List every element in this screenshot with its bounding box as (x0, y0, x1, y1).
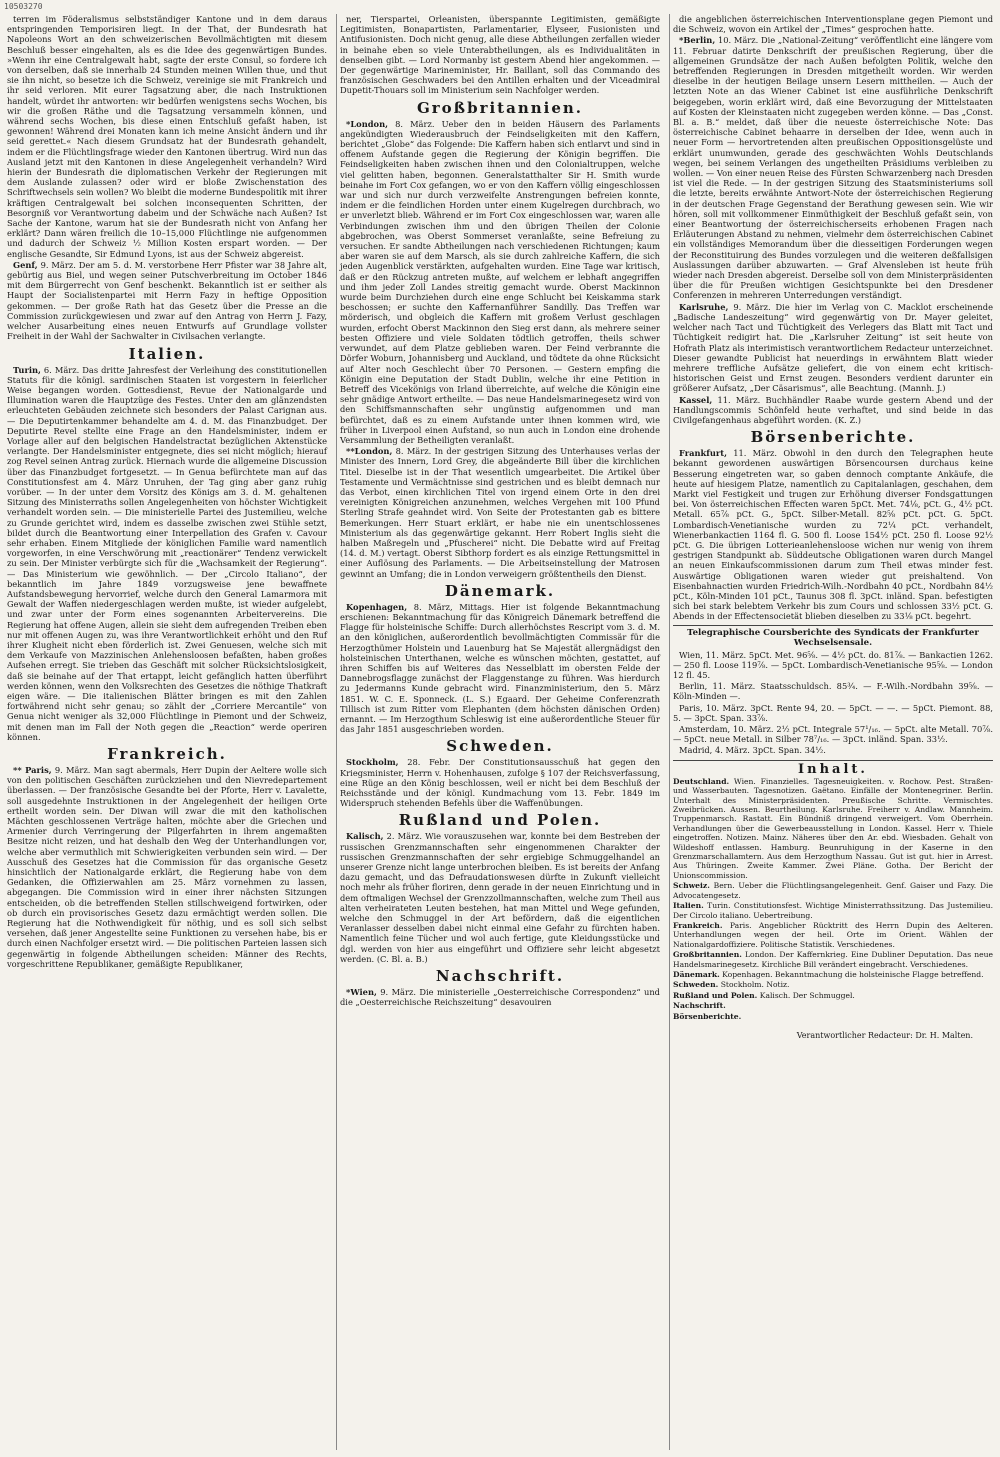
column-2 (336, 14, 663, 1450)
section-heading-frankreich: Frankreich. (107, 745, 227, 764)
dateline-kopenhagen: Kopenhagen, (346, 601, 408, 612)
dateline-berlin: *Berlin, (679, 35, 716, 46)
dateline-frankfurt: Frankfurt, (679, 448, 727, 459)
section-heading-grossbritannien: Großbritannien. (416, 98, 584, 117)
quote-paris: Paris, 10. März. 3pCt. Rente 94, 20. — 5pCt. — —. — 5pCt. Piemont. 88, 5. — 3pCt. Span. 33⅞. (673, 702, 993, 723)
section-heading-schweden: Schweden. (446, 737, 554, 756)
toc-heading: Inhalt. (798, 761, 868, 777)
text-wien: Die ministerielle „Oesterreichische Correspondenz“ und die „Oesterreichische Reichszeitung“ desavouiren (340, 987, 660, 1008)
date-kassel: 11. März. (717, 394, 761, 405)
toc-entry: Schweden. Stockholm. Notiz. (673, 980, 790, 990)
article-wien (340, 987, 660, 1007)
text-kassel: Buchhändler Raabe wurde gestern Abend und der Handlungscommis Schönfeld heute verhaftet, und sind beide in das Civilgefangenhaus abgeführt worden. (K. Z.) (673, 394, 993, 425)
column-1 (4, 14, 330, 1450)
toc-entry: Börsenberichte. (673, 1011, 742, 1021)
section-heading-boersenberichte: Börsenberichte. (750, 428, 916, 447)
date-frankfurt: 11. März. (733, 448, 778, 459)
date-wien: 9. März. (380, 987, 416, 998)
date-paris: 9. März. (54, 765, 91, 776)
text-berlin: Die „National-Zeitung“ veröffentlicht eine längere vom 11. Februar datirte Denkschrift der preußischen Regierung, über die allgemeinen Grundsätze der nach Außen befolgten Politik, welche den betreffenden Regierungen in Dresden mitgetheilt worden. Wir werden dieselbe in der heutigen Beilage unsern Lesern mittheilen. — Auch der letzten Note an das Wiener Cabinet ist eine ausführliche Denkschrift beigegeben, worin erklärt wird, daß eine Bevorzugung der Mittelstaaten auf Kosten der Kleinstaaten nicht zugegeben werden könne. — Das „Const. Bl. a. B.“ meldet, daß über die neueste österreichische Note: Das österreichische Cabinet behaarre in derselben der Idee, wenn auch in neuer Form — hervortretenden alten preußischen Oppositionsgelüste und erklärt unumwunden, gerade des geschwächten Wohls Deutschlands wegen, bei seinem Verlangen des ungetheilten Präsidiums verbleiben zu wollen. — Von einer neuen Reise des Fürsten Schwarzenberg nach Dresden ist viel die Rede. — In der gestrigen Sitzung des Staatsministeriums soll die letzte, bereits erwähnte Antwort-Note der österreichischen Regierung in der deutschen Frage Gegenstand der Berathung gewesen sein. Wie wir hören, soll mit vollkommener Einmüthigkeit der Beschluß gefaßt sein, von einer Beantwortung der österreichischerseits erhobenen Fragen nach Erläuterungen Abstand zu nehmen, vielmehr dem österreichischen Cabinet ein vollständiges Memorandum über die diesseitigen Forderungen wegen der Reconstituirung des Bundes vorzulegen und die weiteren deßfallsigen Auslassungen darüber abzuwarten. — Graf Alvensleben ist heute früh wieder nach Dresden abgereist. Derselbe soll von dem Ministerpräsidenten über die für Preußen wichtigen Gesichtspunkte bei den Dresdener Conferenzen in mehreren Unterredungen verständigt. (673, 35, 994, 301)
section-heading-italien: Italien. (128, 344, 206, 363)
toc-entry: Deutschland. Wien. Finanzielles. Tagesneuigkeiten. v. Rochow. Pest. Straßen- und Wasserbauten. Tagesnotizen. Gaëtano. Einfälle der Montenegriner. Berlin. Unterhalt des Ministerpräsidenten. Preußische Schritte. Vermischtes. Zweibrücken. Aussen. Beurtheilung. Karlsruhe. Freiherr v. Andlaw. Mannheim. Truppenmarsch. Rastatt. Ein Bündniß dringend verweigert. Vom Oberrhein. Verhandlungen über die Gewerbeausstellung in London. Kassel. Herr v. Thiele eingetroffen. Notizen. Mainz. Näheres über den Ar. ebd. Wiesbaden. Gehalt von Wildeshoff entlassen. Hamburg. Beunruhigung in der Kaserne in den Grenzmarschallamtern. Aus dem Herzogthum Nassau. Gut ist gut. hier in Arrest. Aus Thüringen. Zweite Kammer. Zwei Pläne. Gotha. Der Bericht der Unionscommission. (673, 776, 994, 880)
article-frankfurt (673, 448, 993, 621)
section-heading-daenemark: Dänemark. (444, 581, 556, 600)
article-kalisch (340, 831, 660, 964)
newspaper-page (4, 14, 996, 1450)
toc-entry: Italien. Turin. Constitutionsfest. Wichtige Ministerrathssitzung. Das Justemilieu. Der Circolo italiano. Uebertreibung. (673, 901, 993, 920)
text-kopenhagen: Hier ist folgende Bekanntmachung erschienen: Bekanntmachung für das Königreich Dänemark betreffend die Flagge für holsteinische Schiffe: Durch allerhöchstes Rescript vom 3. d. M. an den königlichen, außerordentlich bevollmächtigten Commissär für die Herzogthümer Holstein und Lauenburg hat Se Majestät allergnädigst den holsteinischen Unterthanen, welche es wünschen möchten, gestattet, auf ihren Schiffen bis auf Weiteres das Nesselblatt im obersten Felde der Dannebrogsflagge zunächst der Flaggenstange zu führen. Was hierdurch zu Jedermanns Kunde gebracht wird. Finanzministerium, den 5. März 1851. W. C. E. Sponneck. (L. S.) Egaard. Der Geheime Conferenzrath Tillisch ist zum Ritter vom Elephanten (dem höchsten dänischen Orden) ernannt. — Im Herzogthum Schleswig ist eine außerordentliche Steuer für das Jahr 1851 ausgeschrieben worden. (340, 601, 661, 735)
table-of-contents (673, 777, 993, 1021)
article-karlsruhe (673, 302, 993, 394)
quote-berlin: Berlin, 11. März. Staatsschuldsch. 85¾. — F.-Wilh.-Nordbahn 39⅝. — Köln-Minden —. (673, 681, 993, 702)
article-london-2 (340, 446, 660, 579)
date-london-2: 8. März. (395, 446, 432, 457)
text-turin: Das dritte Jahresfest der Verleihung des constitutionellen Statuts für die königl. sardinischen Staaten ist vorgestern in feierlicher Weise begangen worden. Gottesdienst, Revue der Nationalgarde und Illumination waren die Hauptzüge des Festes. Unter den am glänzendsten erleuchteten Gebäuden zeichnete sich besonders der Palast Carignan aus. — Die Deputirtenkammer behandelte am 4. d. M. das Finanzbudget. Der Deputirte Revel stellte eine Frage an den Handelsminister, indem er Vorlage aller auf den belgischen Handelstractat bezüglichen Aktenstücke verlangte. Der Handelsminister entgegnete, dies sei nicht möglich; hierauf zog Revel seinen Antrag zurück. Hiernach wurde die allgemeine Discussion über das Finanzbudget fortgesetzt. — In Genua befürchtete man auf das Constitutionsfest am 4. März Unruhen, der Tag ging aber ganz ruhig vorüber. — In der unter dem Vorsitz des Königs am 3. d. M. gehaltenen Sitzung des Ministerraths sollen Angelegenheiten von höchster Wichtigkeit verhandelt worden sein. — Die ministerielle Partei des Justemilieu, welche zu Grunde gerichtet wird, indem es dasselbe zwischen zwei Stühle setzt, bildet durch die Beantwortung einer Interpellation des Grafen v. Cavour sehr erhaben. Einem Mitgliede der königlichen Familie ward namentlich vorgeworfen, in eine Verschwörung mit „reactionärer“ Tendenz verwickelt zu sein. Der Minister verbürgte sich für die „Wachsamkeit der Regierung“. — Das Ministerium wie gewöhnlich. — Der „Circolo Italiano“, der bekanntlich im Jahre 1849 vorzugsweise jene bewaffnete Aufstandsbewegung hervorrief, welche durch den General Lamarmora mit Gewalt der Waffen niedergeschlagen werden mußte, ist wieder aufgelebt, und zwar unter der Form eines sogenannten Arbeitervereins. Die Regierung hat offene Augen, allein sie sieht dem aufregenden Treiben eben nur mit offenen Augen zu, was ihre Verantwortlichkeit erhöht und den Ruf ihrer Klugheit nicht eben förderlich ist. Zwei Genuesen, welche sich mit dem Verkaufe von Mazzinischen Anlehensloosen befaßten, haben großes Aufsehen erregt. Sie trieben das Geschäft mit solcher Rücksichtslosigkeit, daß sie beinahe auf der That ertappt, leicht gefänglich hatten überführt werden können, wenn den Volksrechten des Gesetzes die nöthige Thatkraft eigen wäre. — Die italienischen Blätter bringen es mit den Zahlen fortwährend nicht sehr genau; so zählt der „Corriere Mercantile“ von Genua nicht weniger als 32,000 Flüchtlinge in Piemont und der Schweiz, mit denen man im Fall der Noth gegen die „Reaction“ werde operiren können. (7, 364, 328, 742)
date-stockholm: 28. Febr. (407, 757, 451, 768)
section-heading-nachschrift: Nachschrift. (435, 967, 565, 986)
quote-amsterdam: Amsterdam, 10. März. 2½ pCt. Integrale 57¹/₁₆. — 5pCt. alte Metall. 70⅞. — 5pCt. neue Metall. in Silber 78⁷/₁₆. — 3pCt. inländ. Span. 33½. (673, 724, 993, 745)
article-paris-continued: ner, Tierspartei, Orleanisten, überspannte Legitimisten, gemäßigte Legitimisten, Bonapartisten, Parlamentarier, Elyseer, Fusionisten und Antifusionisten. Doch nicht genug, alle diese Abtheilungen zerfallen wieder in beinahe eben so viele Unterabtheilungen, als es Individualitäten in denselben gibt. — Lord Normanby ist gestern Abend hier angekommen. — Der gegenwärtige Marineminister, Hr. Baillant, soll das Commando des französischen Geschwaders bei den Antillen erhalten und der Viceadmiral Dupetit-Thouars soll im Ministerium sein Nachfolger werden. (340, 14, 660, 96)
article-kopenhagen (340, 602, 660, 735)
article-switzerland-bundesrath: terren im Föderalismus selbstständiger Kantone und in dem daraus entspringenden Temporisiren liegt. In der That, der Bundesrath hat Napoleons Wort an den schweizerischen Bevollmächtigten mit diesem Beschluß besser eingehalten, als es die Idee des gegenwärtigen Bundes. »Wenn ihr eine Centralgewalt habt, sagte der erste Consul, so fordere ich von derselben, daß sie innerhalb 24 Stunden meinen Willen thue, und thut sie ihn nicht, so besetze ich die Schweiz, vereinige sie mit Frankreich und ihr seid verloren. Mit eurer Tagsatzung aber, die nach Instruktionen handelt, würdet ihr antworten: wir bedürfen wenigstens sechs Wochen, bis wir die großen Räthe und die Tagsatzung versammeln können, und während sechs Wochen, bis diese einen Entschluß gefaßt haben, ist gewonnen! Während drei Monaten kann ich meine Ansicht ändern und ihr seid gerettet.« Nach diesem Grundsatz hat der Bundesrath gehandelt, indem er die Flüchtlingsfrage wieder den Kantonen übertrug. Wird nun das Ausland jetzt mit den Kantonen in diese Angelegenheit verhandeln? Wird hierin der Bundesrath die diplomatischen Verkehr der Regierungen mit dem Auslande zulassen? oder wird er bloße Zwischenstation des Schriftwechsels sein wollen? Wo bleibt die moderne Bundespolitik mit ihrer kräftigen Centralgewalt bei solchen inconsequenten Schritten, der Besorgniß vor Verantwortung dabeim und der Schwäche nach Außen? Ist Sache der Kantone, warum hat sie der Bundesrath nicht von Anfang her erklärt? Dann wären freilich die 10–15,000 Flüchtlinge nie aufgenommen und dadurch der Schweiz ½ Million Kosten erspart worden. — Der englische Gesandte, Sir Edmund Lyons, ist aus der Schweiz abgereist. (7, 14, 327, 259)
toc-entry: Schweiz. Bern. Ueber die Flüchtlingsangelegenheit. Genf. Gaiser und Fazy. Die Advocatengesetz. (673, 881, 993, 900)
dateline-london-2: **London, (346, 446, 393, 457)
date-kalisch: 2. März. (386, 831, 423, 842)
quote-madrid: Madrid, 4. März. 3pCt. Span. 34½. (679, 745, 826, 756)
toc-entry: Rußland und Polen. Kalisch. Der Schmuggel. (673, 990, 855, 1000)
date-kopenhagen: 8. März, Mittags. (413, 601, 495, 612)
article-kassel (673, 395, 993, 426)
date-london-1: 8. März. (395, 118, 435, 129)
article-berlin (673, 35, 993, 300)
telegraph-heading: Telegraphische Coursberichte des Syndicats der Frankfurter Wechselsensale. (673, 625, 993, 648)
article-paris (7, 765, 327, 969)
date-berlin: 10. März. (717, 35, 759, 46)
dateline-turin: Turin, (13, 364, 41, 375)
dateline-stockholm: Stockholm, (346, 757, 399, 768)
text-london-1: Ueber den in beiden Häusern des Parlaments angekündigten Wiederausbruch der Feindseligkeiten mit den Kaffern, berichtet „Globe“ das Folgende: Die Kaffern haben sich entlarvt und sind in offenem Aufstande gegen die Regierung der Königin begriffen. Die Feindseligkeiten haben zwischen ihnen und den Colonialtruppen, welche viel gelitten haben, begonnen. Generalstatthalter Sir H. Smith wurde beinahe im Fort Cox gefangen, wo er von den Kaffern völlig eingeschlossen war und sich nur durch verzweifelte Anstrengungen befreien konnte, indem er die feindlichen Horden unter einem Kugelregen durchbrach, wo er unverletzt blieb. Während er im Fort Cox eingeschlossen war, waren alle Verbindungen zwischen ihm und den übrigen Theilen der Colonie abgebrochen, was Oberst Sommerset veranlaßte, seine Befreiung zu versuchen. Er sandte Abtheilungen nach verschiedenen Richtungen; kaum aber waren sie auf dem Marsch, als sie durch zahlreiche Kaffern, die sich jeden Augenblick verstärkten, aufgehalten wurden. Eine Tage war kritisch, daß er den Rückzug antreten mußte, auf welchem er lebhaft angegriffen und ihm jeder Zoll Landes streitig gemacht wurde. Oberst Mackinnon wurde beim Durchziehen durch eine enge Schlucht bei Keiskamma stark beschossen; er suchte den Kaffernanführer Sandilly. Das Treffen war mörderisch, und obgleich die Kaffern mit großem Verlust geschlagen wurden, erfocht Oberst Mackinnon den Sieg erst dann, als mehrere seiner besten Offiziere und viele Soldaten tödtlich getroffen, theils schwer verwundet, auf dem Platze geblieben waren. Der Feind verbrannte die Dörfer Woburn, Johannisberg und Auckland, und tödtete da ohne Rücksicht auf Alter noch Geschlecht über 70 Personen. — Gestern empfing die Königin eine Deputation der Stadt Dublin, welche ihr eine Petition in Betreff des Vicekönigs von Irland überreichte, auf welche die Königin eine sehr gnädige Antwort ertheilte. — Das neue Handelsmarinegesetz wird von den Schiffsmannschaften sehr ungünstig aufgenommen und man befürchtet, daß es zu einem Aufstande unter ihnen kommen wird, wie früher in Liverpool einen Aufstand, so nun auch in London eine drohende Versammlung der Betheiligten veranlaßt. (340, 118, 660, 445)
text-karlsruhe: Die hier im Verlag von C. Macklot erscheinende „Badische Landeszeitung“ wird gegenwärtig von Dr. Mayer geleitet, welcher nach Tact und Tüchtigkeit des Verlegers das Blatt mit Tact und Tüchtigkeit redigirt hat. Die „Karlsruher Zeitung“ ist seit heute von Hofrath Platz als interimistisch verantwortlichem Redacteur unterzeichnet. Dieser gewandte Publicist hat neuerdings in erwähntem Blatt wieder mehrere treffliche Aufsätze geliefert, die von einem echt kritisch-historischen Geist und Ernst zeugen. Besonders verdient darunter ein größerer Aufsatz, „Der Cäsarismus“, alle Beachtung. (Mannh. J.) (673, 301, 993, 394)
dateline-london-1: *London, (346, 118, 388, 129)
divider (673, 760, 993, 761)
text-genf: Der am 5. d. M. verstorbene Herr Pfister war 38 Jahre alt, gebürtig aus Biel, und wegen seiner Putschverbreitung im October 1846 mit dem Bürgerrecht von Genf beschenkt. Bekanntlich ist er seither als Haupt der Socialistenpartei mit Herrn Fazy in heftige Opposition gekommen. — Der große Rath hat das Gesetz über die Presse an die Commission zurückgewiesen und zwar auf den Antrag von Herrn J. Fazy, welcher Ausarbeitung eines neuen Entwurfs auf Grundlage vollster Freiheit in der Wahl der Sachwalter in Civilsachen verlangte. (7, 259, 328, 342)
date-genf: 9. März. (40, 259, 76, 270)
text-stockholm: Der Constitutionsausschuß hat gegen den Kriegsminister, Herrn v. Hohenhausen, zufolge § 107 der Reichsverfassung, eine Rüge an den König beschlossen, weil er nicht bei dem Beschluß der Reichsstände und der königl. Kundmachung vom 13. Febr. 1849 im Widerspruch stehenden Befehls über die Waffenübungen. (340, 757, 660, 809)
article-london-1 (340, 119, 660, 446)
date-karlsruhe: 9. März. (733, 301, 771, 312)
dateline-kassel: Kassel, (679, 394, 713, 405)
text-frankfurt: Obwohl in den durch den Telegraphen heute bekannt gewordenen auswärtigen Börsencoursen durchaus keine Besserung eingetreten war, so gaben dennoch comptante Ankäufe, die heute auf hiesigem Platze, namentlich zu Capitalanlagen, geschahen, dem Markt viel Festigkeit und trugen zur Erhöhung diverser Fondsgattungen bei. Von österreichischen Effecten waren 5pCt. Met. 74⅛, pCt. G., 4½ pCt. Metall. 65⅞ pCt. G., 5pCt. Silber-Metall. 82⅝ pCt. pCt. G. 5pCt. Lombardisch-Venetianische wurden zu 72¼ pCt. verhandelt, Wienerbankactien 1164 fl. G. 500 fl. Loose 154½ pCt. 250 fl. Loose 92½ pCt. G. Die übrigen Lotterieanlehensloose wichen nur wenig von ihrem gestrigen Standpunkt ab. Süddeutsche Obligationen waren durch Mangel an neuen Einkaufscommissionen darum zum Theil etwas minder fest. Auswärtige Obligationen waren wieder gut preishaltend. Von Eisenbahnactien wurden Friedrich-Wilh.-Nordbahn 40 pCt., Nordbahn 84½ pCt., Köln-Minden 101 pCt., Taunus 308 fl. 3pCt. inländ. Span. befestigten sich bei stark belebtem Verkehr bis zum Cours und schlossen 33½ pCt. G. Abends in der Effectensocietät blieben dieselben zu 33⅛ pCt. begehrt. (673, 448, 994, 622)
dateline-paris: ** Paris, (13, 765, 52, 776)
section-heading-russland-polen: Rußland und Polen. (398, 811, 602, 830)
page-id: 10503270 (4, 2, 43, 11)
text-kalisch: Wie vorauszusehen war, konnte bei dem Bestreben der russischen Grenzmannschaften sehr eingenommenen Charakter der russischen Grenzmannschaften der sehr ergiebige Schmuggelhandel an unserer Grenze nicht lange unterbrochen bleiben. Es ist bereits der Anfang dazu gemacht, und das Defraudationswesen dürfte in Zukunft vielleicht noch mehr als früher floriren, denn gerade in der neuen Einrichtung und in dem oftmaligen Wechsel der Grenzzollmannschaften, welche zum Theil aus alten verheirateten Leuten bestehen, hat man Mittel und Wege gefunden, welche den Schmuggel in der Art befördern, daß die eigentlichen Veranlasser desselben dabei nicht einmal eine Gefahr zu fürchten haben. Namentlich feine Tücher und wol auch fertige, gute Kleidungsstücke und dgl. werden von hier aus eingeführt und Offiziere sehr leicht abgesetzt werden. (C. Bl. a. B.) (340, 831, 660, 964)
editor-line: Verantwortlicher Redacteur: Dr. H. Malten. (796, 1030, 973, 1040)
article-genf (7, 260, 327, 342)
toc-entry: Nachschrift. (673, 1001, 726, 1011)
column-3 (669, 14, 996, 1450)
toc-entry: Großbritannien. London. Der Kaffernkrieg. Eine Dubliner Deputation. Das neue Handelsmarinegesetz. Kirchliche Bill verändert eingebracht. Verschiedenes. (673, 950, 993, 969)
dateline-kalisch: Kalisch, (346, 831, 384, 842)
article-stockholm (340, 757, 660, 808)
dateline-wien: *Wien, (346, 987, 377, 998)
date-turin: 6. März. (43, 364, 80, 375)
toc-entry: Dänemark. Kopenhagen. Bekanntmachung die holsteinische Flagge betreffend. (673, 969, 984, 979)
article-wien-continued: die angeblichen österreichischen Interventionsplane gegen Piemont und die Schweiz, wovon ein Artikel der „Times“ gesprochen hatte. (673, 14, 993, 35)
dateline-karlsruhe: Karlsruhe, (679, 301, 729, 312)
dateline-genf: Genf, (13, 259, 38, 270)
article-turin (7, 365, 327, 743)
quote-wien: Wien, 11. März. 5pCt. Met. 96⅝. — 4½ pCt. do. 81⅞. — Bankactien 1262. — 250 fl. Loose 119⅞. — 5pCt. Lombardisch-Venetianische 95⅝. — London 12 fl. 45. (673, 649, 993, 680)
toc-entry: Frankreich. Paris. Angeblicher Rücktritt des Herrn Dupin des Aelteren. Unterhandlungen wegen der heil. Orte im Orient. Wählen der Nationalgardoffiziere. Politische Statistik. Verschiedenes. (673, 920, 994, 949)
text-paris: Man sagt abermals, Herr Dupin der Aeltere wolle sich von den politischen Geschäften zurückziehen und den Nievredepartement überlassen. — Der französische Gesandte bei der Pforte, Herr v. Lavalette, soll ausgedehnte Instruktionen in der Angelegenheit der heiligen Orte ertheilt worden sein. Der Diwan will zwar die mit den katholischen Mächten geschlossenen Verträge halten, möchte aber die Griechen und Armenier durch Verringerung der Pilgerfahrten in ihrem angemaßten Besitze nicht reizen, und hat deshalb den Weg der Unterhandlungen vor, welche aber vermuthlich mit Schwierigkeiten verbunden sein wird. — Der Ausschuß des Gesetzes hat die Commission für das organische Gesetz hinsichtlich der Nationalgarde erklärt, die Regierung habe von dem Gedanken, die Offizierwahlen am 25. März vornehmen zu lassen, abgegangen. Die Commission wird in einer ihrer nächsten Sitzungen entscheiden, ob die betreffenden Stellen stillschweigend fortwirken, oder ob durch ein provisorisches Gesetz dazu ermächtigt werden sollen. Die Regierung hat die Nothwendigkeit für nöthig, und es soll sich selbst versehen, daß jener Angestellte seine Funktionen zu versehen habe, bis er durch einen Nachfolger ersetzt wird. — Die politischen Parteien lassen sich gegenwärtig in folgende Abtheilungen scheiden: Männer des Rechts, vorgeschrittene Republikaner, gemäßigte Republikaner, (7, 765, 328, 969)
text-london-2: In der gestrigen Sitzung des Unterhauses verlas der Minister des Innern, Lord Grey, die abgeänderte Bill über die kirchlichen Titel. Dieselbe ist in der That wesentlich umgearbeitet. Die Artikel über Testamente und Vermächtnisse sind gestrichen und es bleibt demnach nur das Verbot, einen kirchlichen Titel von irgend einem Orte in den drei vereinigten Königreichen anzunehmen, welches Vergehen mit 100 Pfund Sterling Strafe geahndet wird. Von Seite der Protestanten gab es bittere Bemerkungen. Herr Stuart erklärt, er habe nie ein unentschlossenes Ministerium als das gegenwärtige gekannt. Herr Robert Inglis sieht die halben Maßregeln und „Pfuscherei“ nicht. Die Debatte wird auf Freitag (14. d. M.) vertagt. Oberst Sibthorp fordert es als einzige Rettungsmittel in einer Auflösung des Parlaments. — Die Arbeitseinstellung der Matrosen gewinnt an Umfang; die in London verweigern größtentheils den Dienst. (340, 446, 660, 579)
